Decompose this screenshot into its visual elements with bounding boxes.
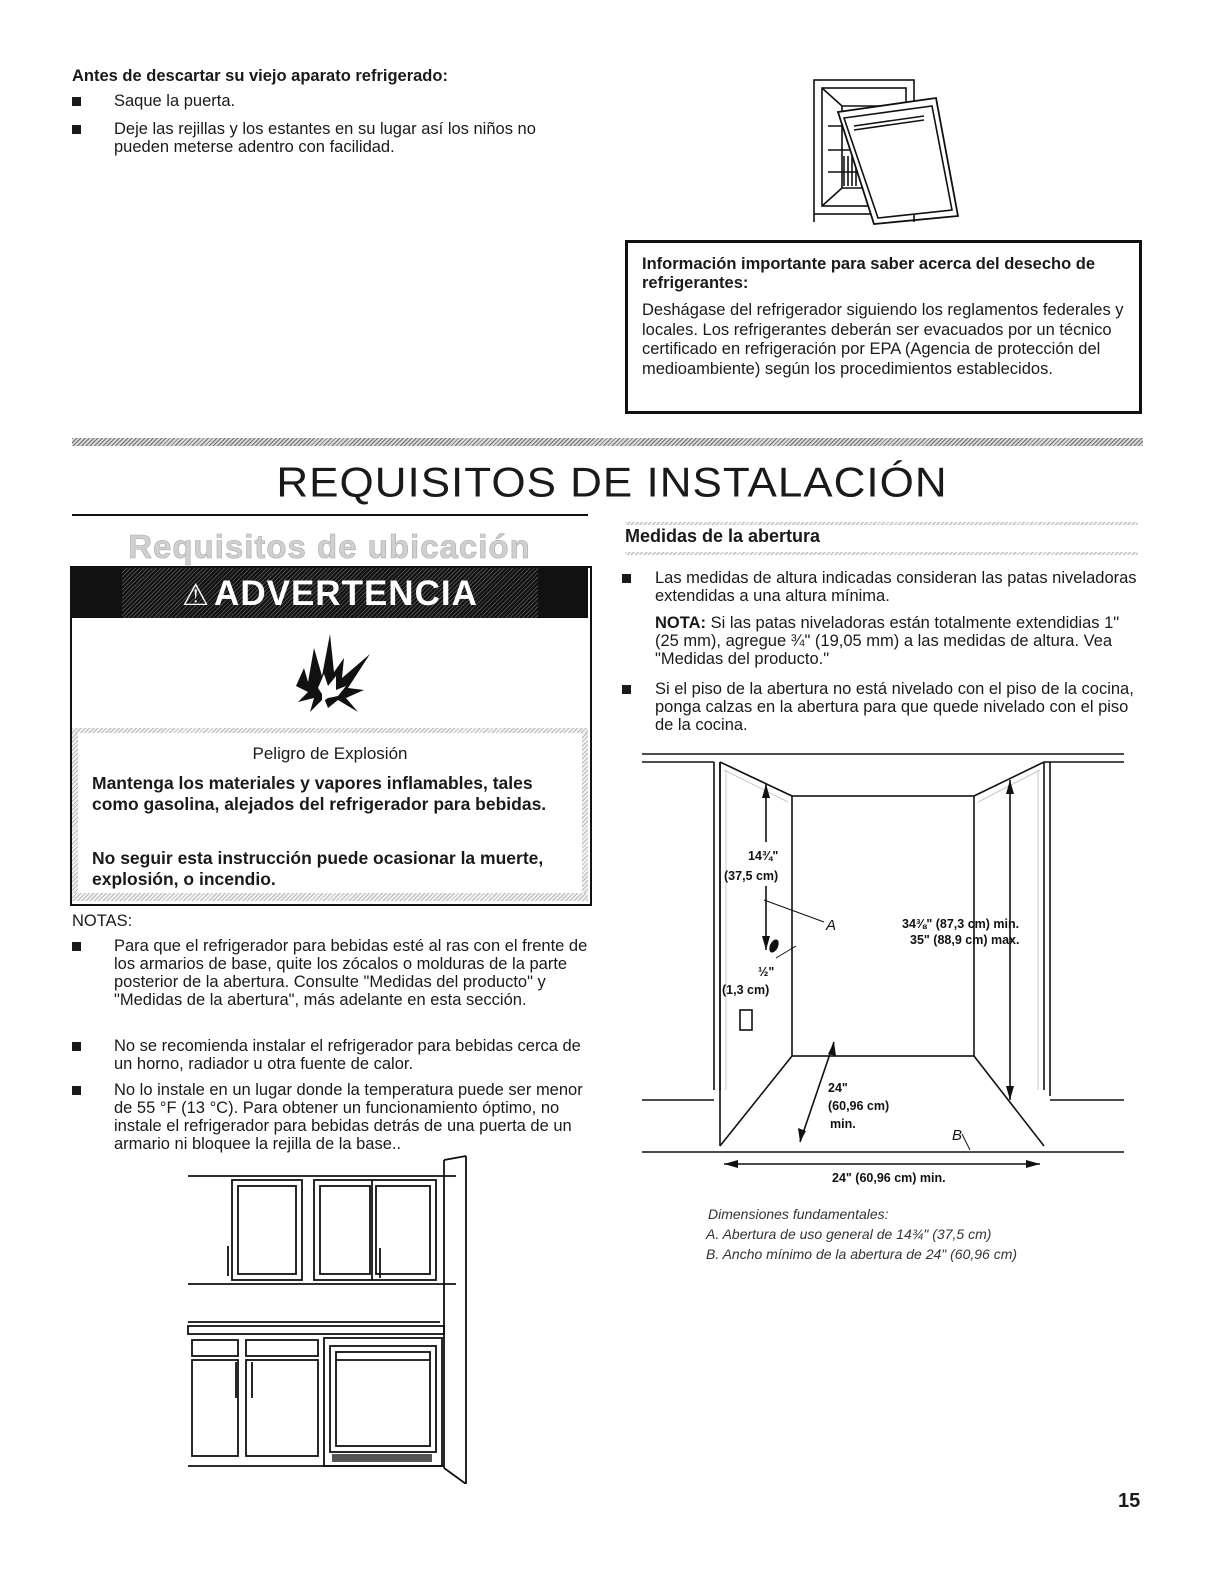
dim-a-line1: 14¾": [748, 849, 779, 863]
info-box-body: Deshágase del refrigerador siguiendo los reglamentos federales y locales. Los refrigerantes deberán ser evacuados por un técnico certificado en refrigeración por EPA (Agencia de protección del medioambiente) según los procedimientos establecidos.: [642, 301, 1124, 378]
danger-title: Peligro de Explosión: [252, 744, 408, 763]
bullet-square-icon: [622, 685, 631, 694]
location-title: Requisitos de ubicación: [128, 528, 531, 565]
note-item: Para que el refrigerador para bebidas esté al ras con el frente de los armarios de base, quite los zócalos o molduras de la parte posterior de la abertura. Consulte "Medidas del producto" y "Medidas de la abertura", más adelante en esta sección.: [72, 937, 588, 1009]
dim-depth-line1: 24": [828, 1081, 848, 1095]
bullet-square-icon: [622, 574, 631, 583]
kitchen-cabinet-illustration: [186, 1154, 476, 1484]
bullet-square-icon: [72, 97, 81, 106]
disposal-item: Deje las rejillas y los estantes en su lugar así los niños no pueden meterse adentro con facilidad.: [72, 120, 572, 156]
note-item: No lo instale en un lugar donde la temperatura puede ser menor de 55 °F (13 °C). Para obtener un funcionamiento óptimo, no instale el refrigerador para bebidas detrás de una puerta de un armario ni bloquee la rejilla de la base..: [72, 1081, 588, 1153]
caption-a: A. Abertura de uso general de 14¾" (37,5 cm): [706, 1226, 992, 1242]
caption-b: B. Ancho mínimo de la abertura de 24" (60,96 cm): [706, 1246, 1018, 1262]
warning-triangle-icon: ⚠: [182, 579, 211, 612]
dim-height-line1: 34⅜" (87,3 cm) min.: [902, 917, 1020, 931]
dim-height-line2: 35" (88,9 cm) max.: [910, 933, 1020, 947]
opening-note: [655, 614, 1138, 668]
bullet-square-icon: [72, 942, 81, 951]
dim-a-line2: (37,5 cm): [724, 869, 779, 883]
danger-paragraph: No seguir esta instrucción puede ocasionar la muerte, explosión, o incendio.: [92, 848, 544, 889]
rule: [72, 514, 588, 516]
page-number: 15: [1118, 1490, 1141, 1512]
warning-bottom-shade: [72, 893, 588, 901]
danger-paragraph: Mantenga los materiales y vapores inflamables, tales como gasolina, alejados del refrigerador para bebidas.: [92, 773, 547, 814]
dim-depth-line3: min.: [830, 1117, 856, 1131]
bullet-square-icon: [72, 1042, 81, 1051]
opening-heading: Medidas de la abertura: [625, 526, 821, 546]
label-a: A: [826, 917, 837, 934]
opening-item: Las medidas de altura indicadas consideran las patas niveladoras extendidas a una altura mínima.: [613, 569, 1138, 605]
bullet-square-icon: [72, 125, 81, 134]
label-b: B: [952, 1127, 963, 1144]
refrigerator-door-removed-illustration: [808, 76, 968, 228]
warning-divider: [72, 728, 588, 733]
section-divider: [72, 438, 1143, 446]
refrigerant-info-box: [625, 240, 1142, 414]
info-box-heading: Información importante para saber acerca del desecho de refrigerantes:: [642, 255, 1095, 292]
opening-heading-band: [625, 522, 1138, 557]
explosion-icon: [284, 628, 374, 712]
disposal-heading: Antes de descartar su viejo aparato refrigerado:: [72, 67, 448, 85]
notes-heading: NOTAS:: [72, 912, 133, 930]
dim-half-line2: (1,3 cm): [722, 983, 770, 997]
heading-rule-top: [625, 522, 1138, 525]
dim-half-line1: ½": [758, 965, 775, 979]
note-text: Si las patas niveladoras están totalmente extendidias 1" (25 mm), agregue ¾" (19,05 mm) a las medidas de altura. Vea "Medidas del producto.": [655, 614, 1120, 668]
disposal-item: Saque la puerta.: [72, 92, 572, 110]
warning-label: ADVERTENCIA: [214, 574, 478, 613]
dim-width: 24" (60,96 cm) min.: [832, 1171, 946, 1185]
heading-rule-bottom: [625, 552, 1138, 555]
page-title: REQUISITOS DE INSTALACIÓN: [276, 459, 948, 506]
caption-title: Dimensiones fundamentales:: [708, 1206, 889, 1222]
opening-dimensions-diagram: [640, 750, 1130, 1190]
dim-depth-line2: (60,96 cm): [828, 1099, 890, 1113]
warning-header: [72, 568, 588, 618]
note-item: No se recomienda instalar el refrigerador para bebidas cerca de un horno, radiador u otra fuente de calor.: [72, 1037, 588, 1073]
opening-item: Si el piso de la abertura no está nivelado con el piso de la cocina, ponga calzas en la abertura para que quede nivelado con el piso de la cocina.: [613, 680, 1138, 734]
note-label: NOTA:: [655, 614, 707, 632]
bullet-square-icon: [72, 1086, 81, 1095]
